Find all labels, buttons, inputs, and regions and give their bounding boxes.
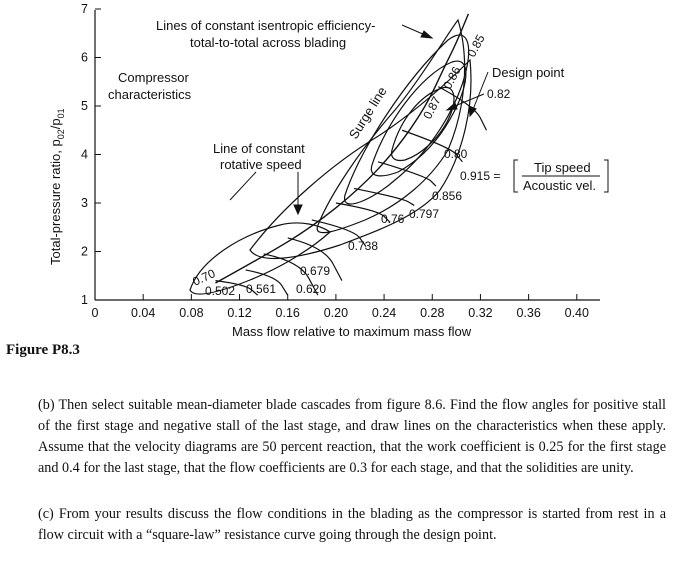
y-tick-label: 7 xyxy=(81,2,88,16)
surge-line-label: Surge line xyxy=(345,83,390,142)
design-leader xyxy=(472,72,488,112)
eff-label-082: 0.82 xyxy=(487,87,511,101)
x-tick-label: 0.20 xyxy=(323,306,349,320)
speed-line xyxy=(378,162,436,186)
y-axis-title: Total-pressure ratio, $p_{02}/p_{01}$ xyxy=(48,108,66,265)
speed-label-0856: 0.856 xyxy=(432,189,463,203)
efficiency-arrowhead xyxy=(421,31,432,38)
speed-annotation-1: Line of constant xyxy=(213,141,305,156)
compressor-label-2: characteristics xyxy=(108,87,192,102)
y-tick-label: 2 xyxy=(81,244,88,259)
speed-label-0679: 0.679 xyxy=(300,264,331,278)
x-tick-label: 0.40 xyxy=(564,306,589,320)
figure-caption: Figure P8.3 xyxy=(6,342,80,358)
speed-label-0738: 0.738 xyxy=(348,239,379,253)
x-tick-label: 0.12 xyxy=(227,306,252,320)
efficiency-annotation-1: Lines of constant isentropic efficiency- xyxy=(156,18,376,33)
speed-label-0502: 0.502 xyxy=(205,284,236,298)
e082-arrowhead xyxy=(447,103,457,110)
x-tick-label: 0.36 xyxy=(516,306,541,320)
speed-label-0561: 0.561 xyxy=(246,282,277,296)
x-tick-label: 0.08 xyxy=(179,306,204,320)
speed-arrowhead xyxy=(294,205,302,214)
bracket-left xyxy=(514,160,518,192)
y-tick-label: 4 xyxy=(81,147,88,162)
x-tick-label: 0 xyxy=(91,306,99,320)
y-tick-label: 1 xyxy=(81,293,88,307)
eff-label-080: 0.80 xyxy=(444,147,468,161)
eff-label-087: 0.87 xyxy=(420,94,444,122)
x-tick-label: 0.24 xyxy=(371,306,397,320)
x-tick-label: 0.32 xyxy=(468,306,493,320)
eff-label-086: 0.86 xyxy=(440,64,464,92)
design-point-label: Design point xyxy=(492,65,565,80)
speed-label-0620: 0.620 xyxy=(296,282,327,296)
x-tick-label: 0.16 xyxy=(275,306,300,320)
speed-annotation-2: rotative speed xyxy=(220,157,302,172)
efficiency-annotation-2: total-to-total across blading xyxy=(190,35,347,50)
speed-label-0797: 0.797 xyxy=(409,207,440,221)
paragraph-b: (b) Then select suitable mean-diameter blade cascades from figure 8.6. Find the flow angles for positive stall of the first stage and negative stall of the last stage, and draw lines on the characteristics when these apply. Assume that the velocity diagrams are 50 percent reaction, that the work coefficient is 0.25 for the first stage and 0.4 for the last stage, that the flow coefficients are 0.3 for each stage, and that the solidities are unity. xyxy=(38,397,666,476)
bracket-right xyxy=(604,160,608,192)
speed-label-076: 0.76 xyxy=(381,212,405,226)
y-tick-label: 5 xyxy=(81,99,88,113)
bracket-numerator: Tip speed xyxy=(534,160,591,175)
bracket-denominator: Acoustic vel. xyxy=(523,178,596,193)
x-tick-label: 0.04 xyxy=(131,306,156,320)
speed-leader-1 xyxy=(230,172,256,200)
x-tick-label: 0.28 xyxy=(420,306,445,320)
x-axis-title: Mass flow relative to maximum mass flow xyxy=(232,324,472,339)
eff-label-070: 0.70 xyxy=(190,266,218,289)
y-tick-label: 3 xyxy=(81,196,88,210)
compressor-label-1: Compressor xyxy=(118,70,189,85)
eff-label-085: 0.85 xyxy=(464,32,488,60)
y-tick-label: 6 xyxy=(81,50,88,65)
paragraph-c: (c) From your results discuss the flow conditions in the blading as the compressor is started from rest in a flow circuit with a “square-law” resistance curve going through the design point. xyxy=(38,506,666,543)
speed-label-0915: 0.915 = xyxy=(460,169,501,183)
